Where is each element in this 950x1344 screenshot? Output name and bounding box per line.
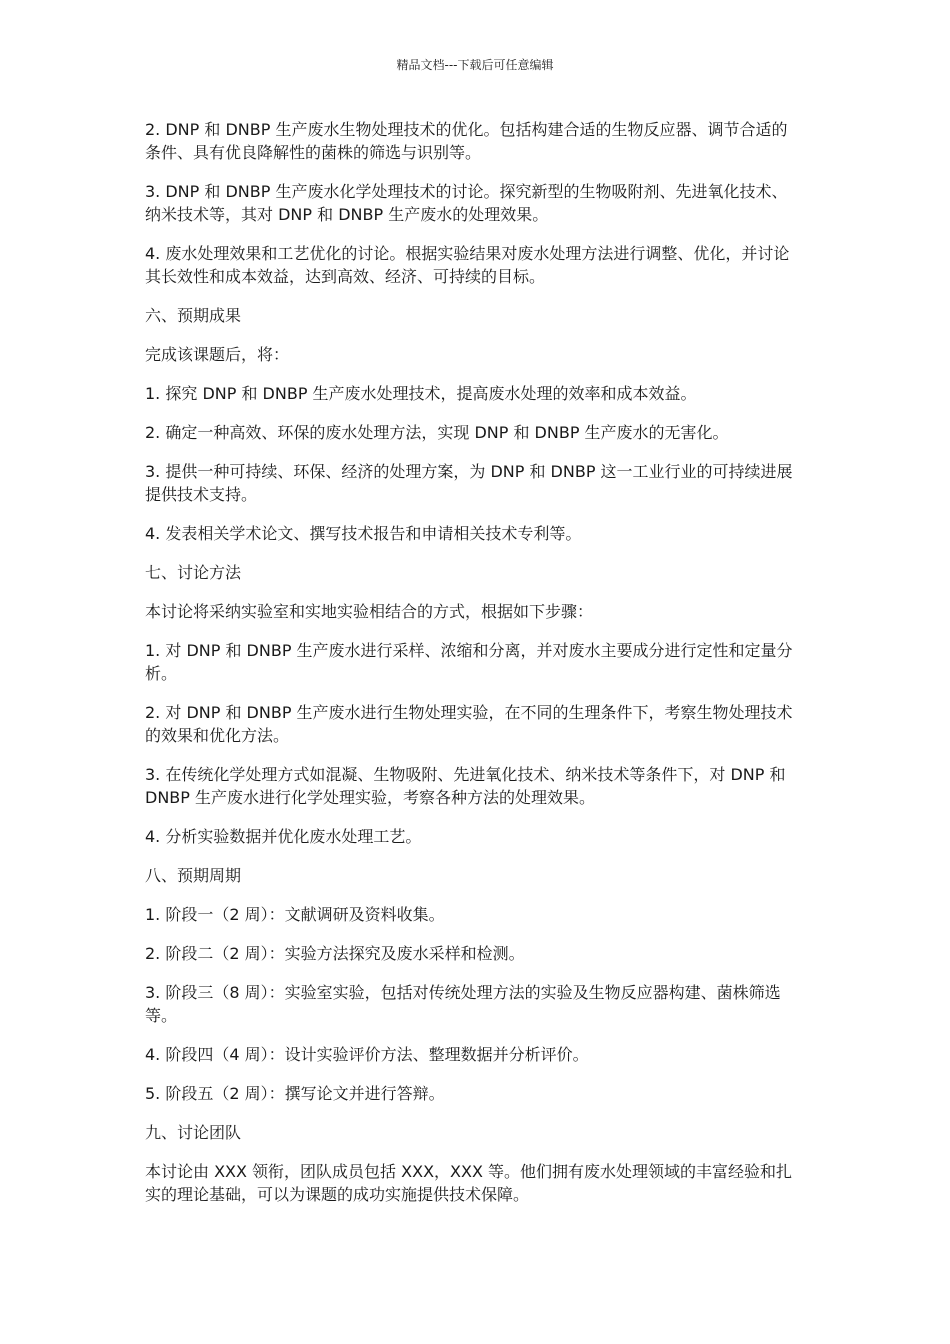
section-heading-expected-results: 六、预期成果 <box>145 306 242 325</box>
paragraph-stage-4: 4. 阶段四（4 周）：设计实验评价方法、整理数据并分析评价。 <box>145 1045 589 1064</box>
paragraph-method-4: 4. 分析实验数据并优化废水处理工艺。 <box>145 827 422 846</box>
paragraph-team: 本讨论由 XXX 领衔，团队成员包括 XXX，XXX 等。他们拥有废水处理领域的丰富经验和扎实的理论基础，可以为课题的成功实施提供技术保障。 <box>145 1162 792 1204</box>
paragraph-method-1: 1. 对 DNP 和 DNBP 生产废水进行采样、浓缩和分离，并对废水主要成分进行定性和定量分析。 <box>145 641 793 683</box>
section-heading-team: 九、讨论团队 <box>145 1123 242 1142</box>
paragraph-item-4-process: 4. 废水处理效果和工艺优化的讨论。根据实验结果对废水处理方法进行调整、优化，并讨论其长效性和成本效益，达到高效、经济、可持续的目标。 <box>145 244 790 286</box>
page-header: 精品文档---下载后可任意编辑 <box>396 58 554 72</box>
paragraph-result-1: 1. 探究 DNP 和 DNBP 生产废水处理技术，提高废水处理的效率和成本效益。 <box>145 384 697 403</box>
section-heading-methods: 七、讨论方法 <box>145 563 242 582</box>
paragraph-result-2: 2. 确定一种高效、环保的废水处理方法，实现 DNP 和 DNBP 生产废水的无害化。 <box>145 423 729 442</box>
paragraph-method-3: 3. 在传统化学处理方式如混凝、生物吸附、先进氧化技术、纳米技术等条件下，对 DNP 和 DNBP 生产废水进行化学处理实验，考察各种方法的处理效果。 <box>145 765 786 807</box>
document-body <box>145 118 800 1222</box>
paragraph-result-3: 3. 提供一种可持续、环保、经济的处理方案，为 DNP 和 DNBP 这一工业行业的可持续进展提供技术支持。 <box>145 462 793 504</box>
section-heading-schedule: 八、预期周期 <box>145 866 242 885</box>
paragraph-item-2-optimization: 2. DNP 和 DNBP 生产废水生物处理技术的优化。包括构建合适的生物反应器、调节合适的条件、具有优良降解性的菌株的筛选与识别等。 <box>145 120 788 162</box>
paragraph-results-intro: 完成该课题后，将： <box>145 345 290 364</box>
paragraph-stage-3: 3. 阶段三（8 周）：实验室实验，包括对传统处理方法的实验及生物反应器构建、菌株筛选等。 <box>145 983 781 1025</box>
paragraph-item-3-chemical: 3. DNP 和 DNBP 生产废水化学处理技术的讨论。探究新型的生物吸附剂、先进氧化技术、纳米技术等，其对 DNP 和 DNBP 生产废水的处理效果。 <box>145 182 788 224</box>
paragraph-method-2: 2. 对 DNP 和 DNBP 生产废水进行生物处理实验，在不同的生理条件下，考察生物处理技术的效果和优化方法。 <box>145 703 793 745</box>
paragraph-stage-1: 1. 阶段一（2 周）：文献调研及资料收集。 <box>145 905 445 924</box>
paragraph-result-4: 4. 发表相关学术论文、撰写技术报告和申请相关技术专利等。 <box>145 524 582 543</box>
paragraph-stage-2: 2. 阶段二（2 周）：实验方法探究及废水采样和检测。 <box>145 944 525 963</box>
paragraph-stage-5: 5. 阶段五（2 周）：撰写论文并进行答辩。 <box>145 1084 445 1103</box>
paragraph-methods-intro: 本讨论将采纳实验室和实地实验相结合的方式，根据如下步骤： <box>145 602 594 621</box>
